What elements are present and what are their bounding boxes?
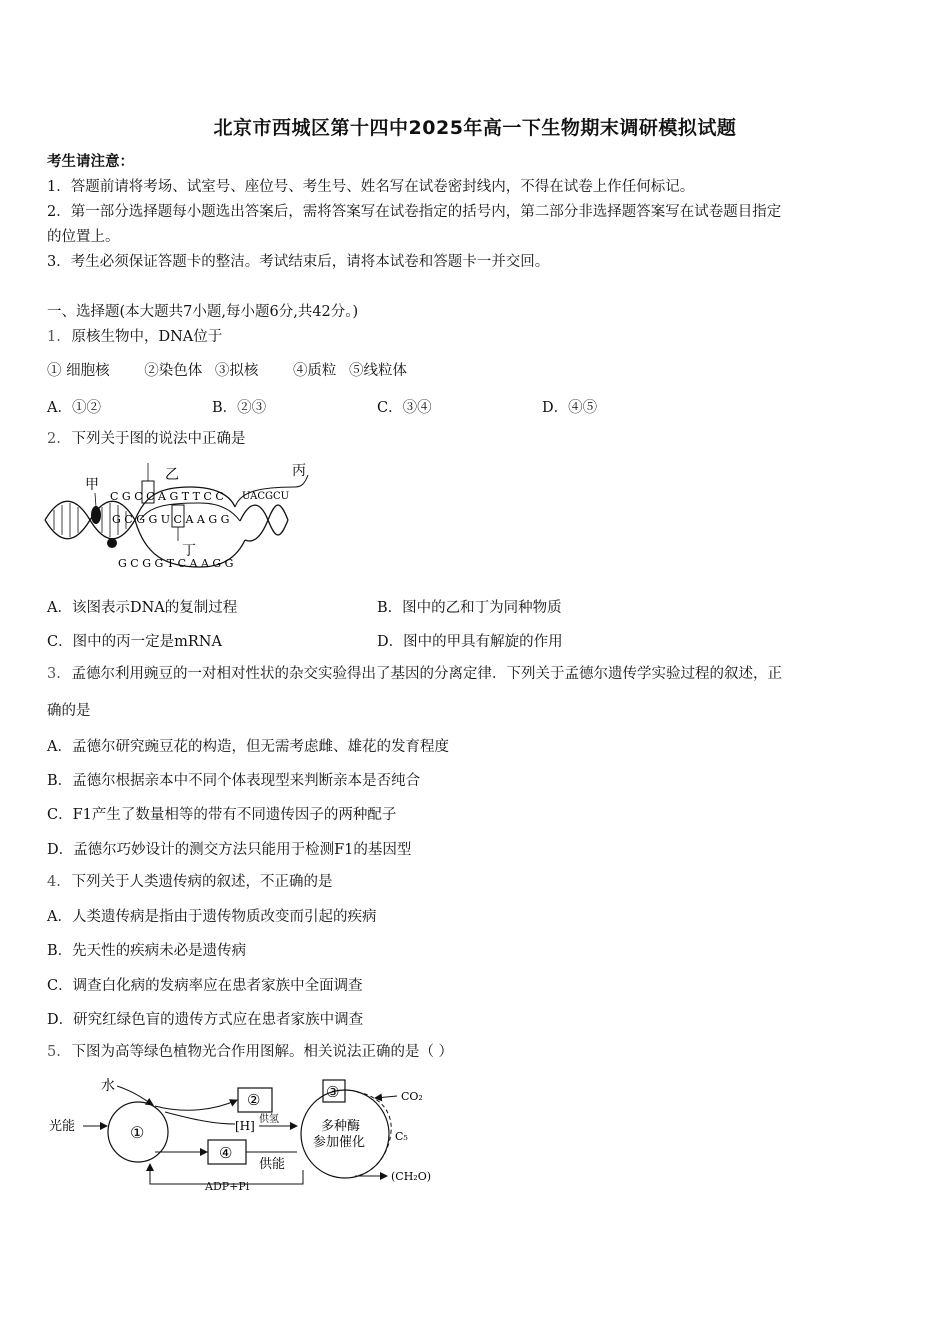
strand-bottom: G C G G T C A A G G bbox=[118, 557, 234, 570]
strand-mid: G C G G U C A A G G bbox=[112, 513, 230, 526]
page-title: 北京市西城区第十四中2025年高一下生物期末调研模拟试题 bbox=[213, 117, 737, 139]
photosynthesis-figure bbox=[45, 1072, 445, 1197]
q1-option-a[interactable]: A．①② bbox=[47, 400, 101, 416]
transcription-figure bbox=[40, 455, 320, 583]
question-number: 1. bbox=[47, 329, 61, 345]
q2-option-b[interactable]: B．图中的乙和丁为同种物质 bbox=[377, 600, 562, 616]
notice-item-3: 3．考生必须保证答题卡的整洁。考试结束后，请将本试卷和答题卡一并交回。 bbox=[47, 254, 550, 270]
label-bing: 丙 bbox=[292, 463, 306, 479]
q3-option-d[interactable]: D．孟德尔巧妙设计的测交方法只能用于检测F1的基因型 bbox=[47, 842, 412, 858]
rna-tail: UACGCU bbox=[242, 491, 290, 502]
q1-item: ④质粒 bbox=[292, 363, 337, 379]
label-yi: 乙 bbox=[165, 467, 179, 483]
section-heading: 一、选择题(本大题共7小题,每小题6分,共42分。) bbox=[47, 304, 359, 320]
question-number: 3. bbox=[47, 666, 61, 682]
enzyme-label-1: 多种酶 bbox=[321, 1119, 361, 1134]
strand-top: C G C C A G T T C C bbox=[110, 490, 224, 503]
question-4 bbox=[47, 872, 332, 892]
question-stem: 下列关于人类遗传病的叙述，不正确的是 bbox=[71, 874, 333, 890]
q1-item: ③拟核 bbox=[214, 363, 259, 379]
adp-label: ADP+Pi bbox=[205, 1180, 250, 1193]
label-ding: 丁 bbox=[182, 543, 196, 559]
question-number: 2. bbox=[47, 431, 61, 447]
question-2 bbox=[47, 429, 245, 449]
q4-option-b[interactable]: B．先天性的疾病未必是遗传病 bbox=[47, 943, 247, 959]
q4-option-d[interactable]: D．研究红绿色盲的遗传方式应在患者家族中调查 bbox=[47, 1012, 364, 1028]
q1-item: ②染色体 bbox=[144, 363, 203, 379]
label-box-4: ④ bbox=[219, 1144, 233, 1162]
water-label: 水 bbox=[101, 1078, 115, 1094]
supply-h-label: 供氢 bbox=[259, 1114, 279, 1125]
q3-option-c[interactable]: C．F1产生了数量相等的带有不同遗传因子的两种配子 bbox=[47, 807, 397, 823]
q1-item: ⑤线粒体 bbox=[349, 363, 408, 379]
notice-item-2: 2．第一部分选择题每小题选出答案后，需将答案写在试卷指定的括号内，第二部分非选择题答案写在试卷题目指定 bbox=[47, 204, 782, 220]
label-circle-1: ① bbox=[130, 1123, 145, 1142]
notice-item-1: 1．答题前请将考场、试室号、座位号、考生号、姓名写在试卷密封线内，不得在试卷上作任何标记。 bbox=[47, 179, 695, 195]
question-stem: 孟德尔利用豌豆的一对相对性状的杂交实验得出了基因的分离定律．下列关于孟德尔遗传学实验过程的叙述，正 bbox=[71, 666, 782, 682]
label-box-3: ③ bbox=[326, 1083, 340, 1101]
question-3 bbox=[47, 664, 782, 684]
question-1 bbox=[47, 327, 222, 347]
question-number: 4. bbox=[47, 874, 61, 890]
question-5 bbox=[47, 1042, 453, 1062]
enzyme-jia-shape bbox=[91, 506, 101, 524]
question-3-cont: 确的是 bbox=[47, 703, 91, 719]
q4-option-a[interactable]: A．人类遗传病是指由于遗传物质改变而引起的疾病 bbox=[47, 909, 377, 925]
notice-heading: 考生请注意： bbox=[47, 153, 134, 170]
question-stem: 下图为高等绿色植物光合作用图解。相关说法正确的是（ ） bbox=[71, 1044, 454, 1060]
q1-items bbox=[47, 361, 407, 381]
q1-option-c[interactable]: C．③④ bbox=[377, 400, 432, 416]
notice-item-2-cont: 的位置上。 bbox=[47, 229, 120, 245]
ch2o-label: (CH₂O) bbox=[391, 1170, 432, 1183]
q3-option-a[interactable]: A．孟德尔研究豌豆花的构造，但无需考虑雌、雄花的发育程度 bbox=[47, 739, 449, 755]
light-label: 光能 bbox=[49, 1119, 76, 1134]
q1-item: ① 细胞核 bbox=[47, 363, 110, 379]
question-stem: 原核生物中，DNA位于 bbox=[71, 329, 223, 345]
q3-option-b[interactable]: B．孟德尔根据亲本中不同个体表现型来判断亲本是否纯合 bbox=[47, 773, 421, 789]
label-box-2: ② bbox=[247, 1091, 261, 1109]
co2-label: CO₂ bbox=[401, 1090, 423, 1103]
question-stem: 下列关于图的说法中正确是 bbox=[71, 431, 246, 447]
q2-option-d[interactable]: D．图中的甲具有解旋的作用 bbox=[377, 634, 563, 650]
enzyme-label-2: 参加催化 bbox=[313, 1135, 366, 1150]
h-label: [H] bbox=[235, 1119, 255, 1133]
label-jia: 甲 bbox=[85, 477, 99, 493]
supply-energy-label: 供能 bbox=[259, 1157, 286, 1172]
q4-option-c[interactable]: C．调查白化病的发病率应在患者家族中全面调查 bbox=[47, 978, 363, 994]
q2-option-a[interactable]: A．该图表示DNA的复制过程 bbox=[47, 600, 238, 616]
q2-option-c[interactable]: C．图中的丙一定是mRNA bbox=[47, 634, 222, 650]
q1-option-b[interactable]: B．②③ bbox=[212, 400, 267, 416]
c5-label: C₅ bbox=[395, 1130, 408, 1143]
q1-option-d[interactable]: D．④⑤ bbox=[542, 400, 598, 416]
question-number: 5. bbox=[47, 1044, 61, 1060]
